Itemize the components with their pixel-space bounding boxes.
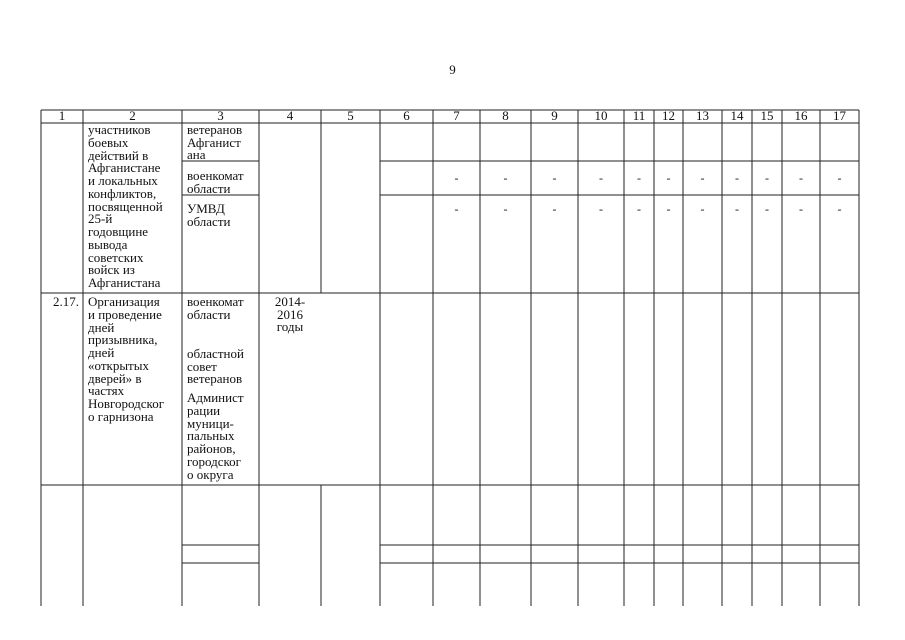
executor-line: ветеранов <box>187 371 243 386</box>
empty-value-dash: - <box>637 202 641 216</box>
empty-value-dash: - <box>454 171 459 185</box>
column-header: 14 <box>730 108 744 123</box>
activity-description-line: Афганистане <box>88 160 161 176</box>
activity-description-line: дней <box>88 345 115 360</box>
activity-description-line: Организация <box>88 294 160 309</box>
executor-line: ана <box>187 147 206 162</box>
empty-value-dash: - <box>735 202 739 216</box>
empty-value-dash: - <box>700 202 705 216</box>
activity-description-line: войск из <box>88 262 135 278</box>
activity-description-line: боевых <box>88 134 129 150</box>
activity-description-line: 25-й <box>88 211 113 227</box>
column-header: 17 <box>833 108 846 123</box>
empty-value-dash: - <box>599 171 603 185</box>
activity-description-line: участников <box>88 122 151 137</box>
activity-description-line: призывника, <box>88 332 158 348</box>
period-line: годы <box>276 319 304 334</box>
executor-line: военкомат <box>187 294 244 309</box>
executor-line: муници- <box>187 415 234 431</box>
column-header: 2 <box>129 108 136 123</box>
executor-line: областной <box>187 346 244 361</box>
empty-value-dash: - <box>599 202 603 216</box>
executor-line: совет <box>187 358 217 374</box>
empty-value-dash: - <box>503 202 508 216</box>
column-header: 1 <box>58 108 66 123</box>
activity-description-line: вывода <box>88 236 128 252</box>
column-header: 4 <box>286 108 294 123</box>
activity-description-line: действий в <box>88 147 149 163</box>
executor-line: ветеранов <box>187 122 243 137</box>
executor-line: пальных <box>187 428 235 444</box>
executor-line: области <box>187 306 231 322</box>
empty-value-dash: - <box>552 171 557 185</box>
executor-line: о округа <box>187 466 234 482</box>
period-line: 2014- <box>274 294 306 309</box>
empty-value-dash: - <box>837 202 842 216</box>
executor-line: городског <box>187 453 242 469</box>
column-header: 6 <box>403 108 410 123</box>
activity-description-line: частях <box>88 383 125 399</box>
executor-line: рации <box>187 402 221 418</box>
activity-description-line: Афганистана <box>88 275 161 290</box>
empty-value-dash: - <box>552 202 557 216</box>
activity-description-line: дней <box>88 319 115 335</box>
empty-value-dash: - <box>765 202 769 216</box>
activity-description-line: «открытых <box>88 357 149 373</box>
column-header: 7 <box>453 108 460 123</box>
executor-line: Админист <box>187 390 244 405</box>
empty-value-dash: - <box>799 171 803 185</box>
column-header: 3 <box>217 108 224 123</box>
executor-line: области <box>187 213 231 229</box>
empty-value-dash: - <box>454 202 459 216</box>
activity-description-line: конфликтов, <box>88 185 157 201</box>
column-header: 15 <box>760 108 774 123</box>
column-header: 9 <box>551 108 558 123</box>
column-header: 12 <box>662 108 675 123</box>
column-header: 5 <box>347 108 354 123</box>
activity-description-line: советских <box>88 249 144 265</box>
empty-value-dash: - <box>799 202 803 216</box>
page-number: 9 <box>449 62 456 77</box>
empty-value-dash: - <box>700 171 705 185</box>
period-line: 2016 <box>277 306 303 322</box>
executor-line: военкомат <box>187 168 244 183</box>
column-header: 16 <box>794 108 808 123</box>
column-header: 11 <box>632 108 646 123</box>
column-header: 10 <box>594 108 608 123</box>
column-header: 8 <box>502 108 509 123</box>
activity-description-line: и локальных <box>88 173 158 188</box>
empty-value-dash: - <box>666 202 671 216</box>
column-header: 13 <box>696 108 709 123</box>
activity-description-line: Новгородског <box>88 396 165 411</box>
empty-value-dash: - <box>735 171 739 185</box>
activity-description-line: годовщине <box>88 224 149 239</box>
activity-description-line: посвященной <box>88 198 163 214</box>
activity-description-line: и проведение <box>88 306 162 322</box>
empty-value-dash: - <box>503 171 508 185</box>
empty-value-dash: - <box>837 171 842 185</box>
empty-value-dash: - <box>765 171 769 185</box>
executor-line: УМВД <box>187 201 225 216</box>
row-number: 2.17. <box>53 294 79 309</box>
activity-description-line: дверей» в <box>88 370 142 386</box>
activity-description-line: о гарнизона <box>88 408 154 424</box>
executor-line: Афганист <box>187 134 241 150</box>
empty-value-dash: - <box>666 171 671 185</box>
executor-line: области <box>187 180 231 196</box>
executor-line: районов, <box>187 441 236 456</box>
empty-value-dash: - <box>637 171 641 185</box>
